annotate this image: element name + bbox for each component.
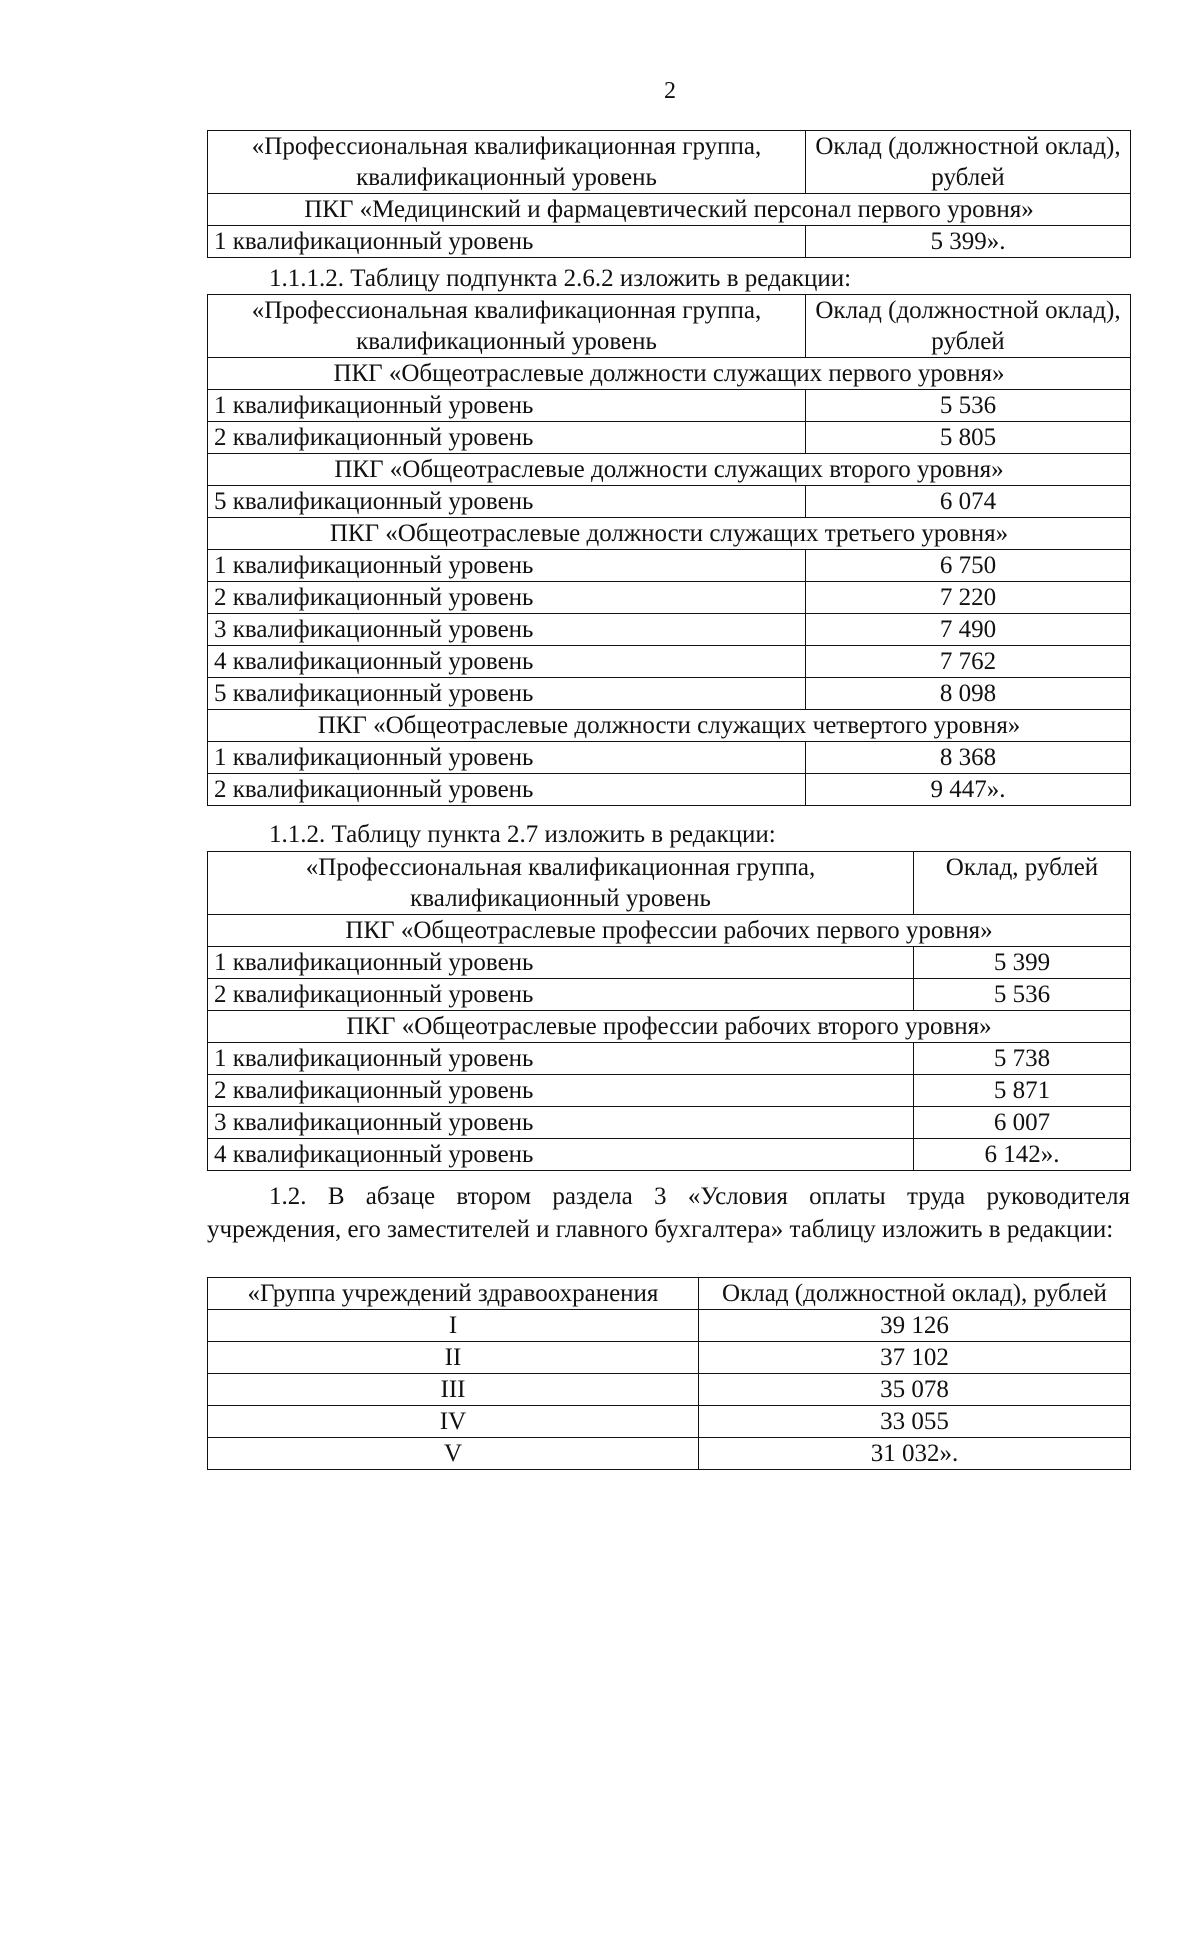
table-row — [208, 678, 1131, 710]
table-row — [208, 226, 1131, 258]
qualification-level: 5 квалификационный уровень — [208, 486, 806, 518]
group-title: ПКГ «Общеотраслевые профессии рабочих первого уровня» — [208, 915, 1131, 947]
salary-value: 6 750 — [806, 550, 1131, 582]
table-row — [208, 422, 1131, 454]
table-header-row — [208, 1278, 1131, 1310]
qualification-level: 2 квалификационный уровень — [208, 422, 806, 454]
table-row — [208, 1075, 1131, 1107]
qualification-level: 1 квалификационный уровень — [208, 742, 806, 774]
salary-value: 35 078 — [699, 1374, 1131, 1406]
salary-value: 39 126 — [699, 1310, 1131, 1342]
salary-value: 5 871 — [914, 1075, 1131, 1107]
qualification-level: 1 квалификационный уровень — [208, 226, 806, 258]
header-salary: Оклад, рублей — [914, 852, 1131, 915]
salary-value: 9 447». — [806, 774, 1131, 806]
salary-table-management — [207, 1277, 1131, 1470]
header-qualification-group: «Профессиональная квалификационная группа, квалификационный уровень — [208, 852, 914, 915]
group-title: ПКГ «Общеотраслевые должности служащих четвертого уровня» — [208, 710, 1131, 742]
table-row — [208, 947, 1131, 979]
paragraph-1-1-1-2: 1.1.1.2. Таблицу подпункта 2.6.2 изложить в редакции: — [269, 265, 852, 292]
table-row — [208, 390, 1131, 422]
salary-table-medical — [207, 130, 1131, 258]
table-row — [208, 1374, 1131, 1406]
page-number: 2 — [664, 78, 676, 104]
institution-group: II — [208, 1342, 699, 1374]
salary-value: 7 220 — [806, 582, 1131, 614]
table-header-row — [208, 852, 1131, 915]
table-row — [208, 486, 1131, 518]
institution-group: V — [208, 1438, 699, 1470]
salary-value: 8 368 — [806, 742, 1131, 774]
salary-value: 6 007 — [914, 1107, 1131, 1139]
group-title: ПКГ «Медицинский и фармацевтический персонал первого уровня» — [208, 194, 1131, 226]
qualification-level: 1 квалификационный уровень — [208, 1043, 914, 1075]
group-row — [208, 710, 1131, 742]
qualification-level: 3 квалификационный уровень — [208, 614, 806, 646]
table-row — [208, 614, 1131, 646]
group-row — [208, 518, 1131, 550]
table-row — [208, 1438, 1131, 1470]
salary-value: 5 738 — [914, 1043, 1131, 1075]
paragraph-1-1-2: 1.1.2. Таблицу пункта 2.7 изложить в редакции: — [269, 821, 776, 848]
qualification-level: 5 квалификационный уровень — [208, 678, 806, 710]
salary-table-workers — [207, 851, 1131, 1171]
qualification-level: 1 квалификационный уровень — [208, 550, 806, 582]
table-row — [208, 1107, 1131, 1139]
salary-value: 5 536 — [914, 979, 1131, 1011]
qualification-level: 2 квалификационный уровень — [208, 1075, 914, 1107]
qualification-level: 4 квалификационный уровень — [208, 646, 806, 678]
table-row — [208, 1406, 1131, 1438]
table-row — [208, 774, 1131, 806]
salary-value: 5 805 — [806, 422, 1131, 454]
table-row — [208, 1043, 1131, 1075]
header-qualification-group: «Профессиональная квалификационная группа, квалификационный уровень — [208, 131, 806, 194]
salary-value: 7 490 — [806, 614, 1131, 646]
header-salary: Оклад (должностной оклад), рублей — [699, 1278, 1131, 1310]
table-row — [208, 1310, 1131, 1342]
salary-value: 8 098 — [806, 678, 1131, 710]
salary-table-office-staff — [207, 294, 1131, 806]
qualification-level: 1 квалификационный уровень — [208, 390, 806, 422]
group-row — [208, 1011, 1131, 1043]
table-row — [208, 1139, 1131, 1171]
qualification-level: 3 квалификационный уровень — [208, 1107, 914, 1139]
header-institution-group: «Группа учреждений здравоохранения — [208, 1278, 699, 1310]
group-title: ПКГ «Общеотраслевые должности служащих второго уровня» — [208, 454, 1131, 486]
salary-value: 7 762 — [806, 646, 1131, 678]
salary-value: 37 102 — [699, 1342, 1131, 1374]
group-row — [208, 194, 1131, 226]
paragraph-1-2: 1.2. В абзаце втором раздела 3 «Условия оплаты труда руководителя учреждения, его заместителей и главного бухгалтера» таблицу изложить в редакции: — [207, 1183, 1130, 1243]
table-row — [208, 646, 1131, 678]
qualification-level: 2 квалификационный уровень — [208, 979, 914, 1011]
salary-value: 33 055 — [699, 1406, 1131, 1438]
group-row — [208, 915, 1131, 947]
table-row — [208, 979, 1131, 1011]
institution-group: III — [208, 1374, 699, 1406]
table-row — [208, 582, 1131, 614]
salary-value: 5 399 — [914, 947, 1131, 979]
group-title: ПКГ «Общеотраслевые профессии рабочих второго уровня» — [208, 1011, 1131, 1043]
group-title: ПКГ «Общеотраслевые должности служащих третьего уровня» — [208, 518, 1131, 550]
table-row — [208, 1342, 1131, 1374]
header-salary: Оклад (должностной оклад), рублей — [806, 131, 1131, 194]
qualification-level: 4 квалификационный уровень — [208, 1139, 914, 1171]
qualification-level: 2 квалификационный уровень — [208, 582, 806, 614]
institution-group: IV — [208, 1406, 699, 1438]
salary-value: 6 074 — [806, 486, 1131, 518]
table-row — [208, 742, 1131, 774]
group-row — [208, 358, 1131, 390]
group-title: ПКГ «Общеотраслевые должности служащих первого уровня» — [208, 358, 1131, 390]
group-row — [208, 454, 1131, 486]
salary-value: 5 536 — [806, 390, 1131, 422]
institution-group: I — [208, 1310, 699, 1342]
qualification-level: 1 квалификационный уровень — [208, 947, 914, 979]
salary-value: 31 032». — [699, 1438, 1131, 1470]
qualification-level: 2 квалификационный уровень — [208, 774, 806, 806]
header-salary: Оклад (должностной оклад), рублей — [806, 295, 1131, 358]
salary-value: 5 399». — [806, 226, 1131, 258]
table-row — [208, 550, 1131, 582]
salary-value: 6 142». — [914, 1139, 1131, 1171]
table-header-row — [208, 295, 1131, 358]
table-header-row — [208, 131, 1131, 194]
header-qualification-group: «Профессиональная квалификационная группа, квалификационный уровень — [208, 295, 806, 358]
